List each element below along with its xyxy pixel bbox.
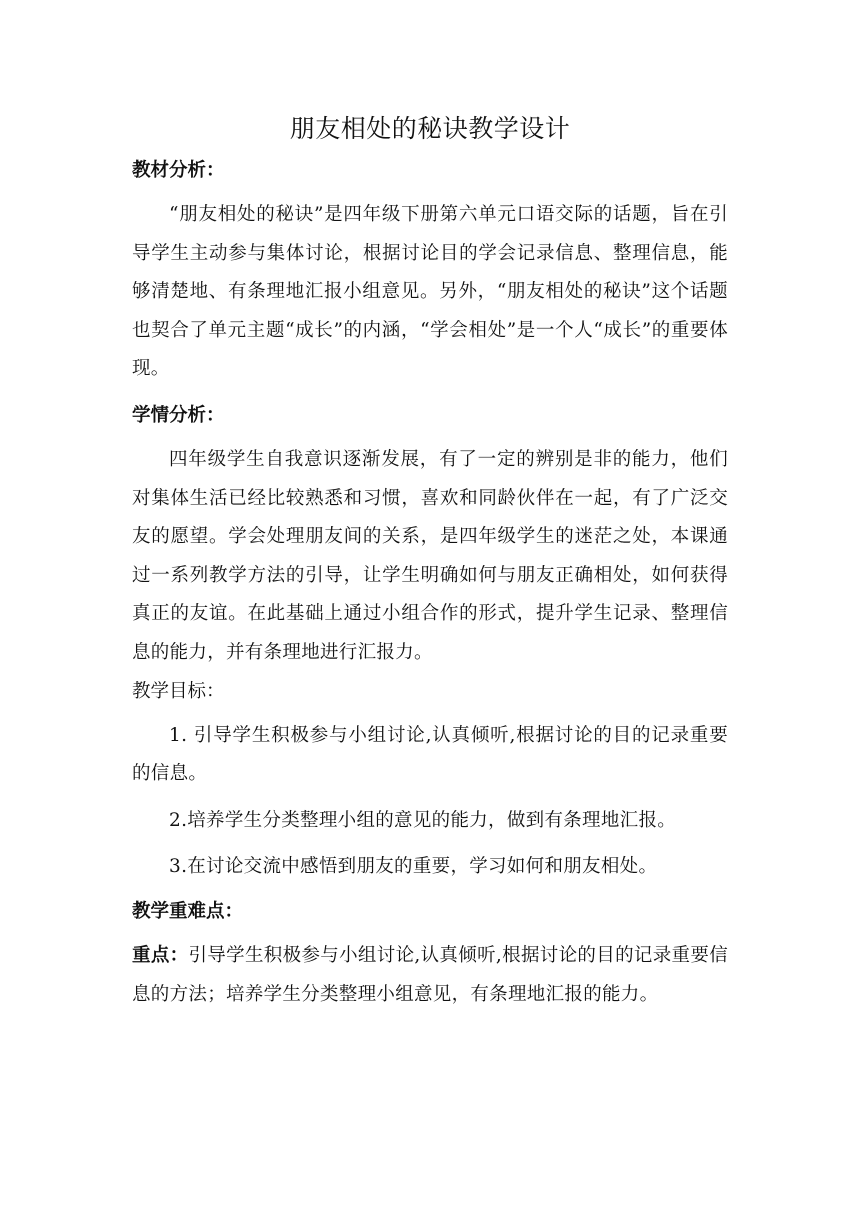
section-heading-student-analysis: 学情分析：	[132, 404, 225, 426]
key-point-text: 引导学生积极参与小组讨论,认真倾听,根据讨论的目的记录重要信息的方法；培养学生分类整理小组意见，有条理地汇报的能力。	[132, 944, 728, 1005]
teaching-goal-item: 2.培养学生分类整理小组的意见的能力，做到有条理地汇报。	[169, 809, 677, 831]
paragraph-student-analysis: 四年级学生自我意识逐渐发展，有了一定的辨别是非的能力，他们对集体生活已经比较熟悉和习惯，喜欢和同龄伙伴在一起，有了广泛交友的愿望。学会处理朋友间的关系，是四年级学生的迷茫之处，本课通过一系列教学方法的引导，让学生明确如何与朋友正确相处，如何获得真正的友谊。在此基础上通过小组合作的形式，提升学生记录、整理信息的能力，并有条理地进行汇报力。	[132, 448, 728, 663]
document-title: 朋友相处的秘诀教学设计	[289, 114, 571, 143]
section-heading-teaching-goals: 教学目标：	[132, 680, 225, 702]
paragraph-textbook-analysis: “朋友相处的秘诀”是四年级下册第六单元口语交际的话题，旨在引导学生主动参与集体讨论，根据讨论目的学会记录信息、整理信息，能够清楚地、有条理地汇报小组意见。另外，“朋友相处的秘诀”这个话题也契合了单元主题“成长”的内涵，“学会相处”是一个人“成长”的重要体现。	[132, 204, 728, 380]
teaching-goal-item: 1. 引导学生积极参与小组讨论,认真倾听,根据讨论的目的记录重要的信息。	[132, 724, 728, 785]
section-heading-key-points: 教学重难点：	[132, 900, 244, 922]
document-body	[132, 106, 728, 1014]
teaching-goal-item: 3.在讨论交流中感悟到朋友的重要，学习如何和朋友相处。	[169, 856, 658, 878]
key-point-label: 重点：	[132, 944, 189, 966]
section-heading-textbook-analysis: 教材分析：	[132, 160, 225, 181]
paragraph-key-points	[132, 937, 728, 1014]
